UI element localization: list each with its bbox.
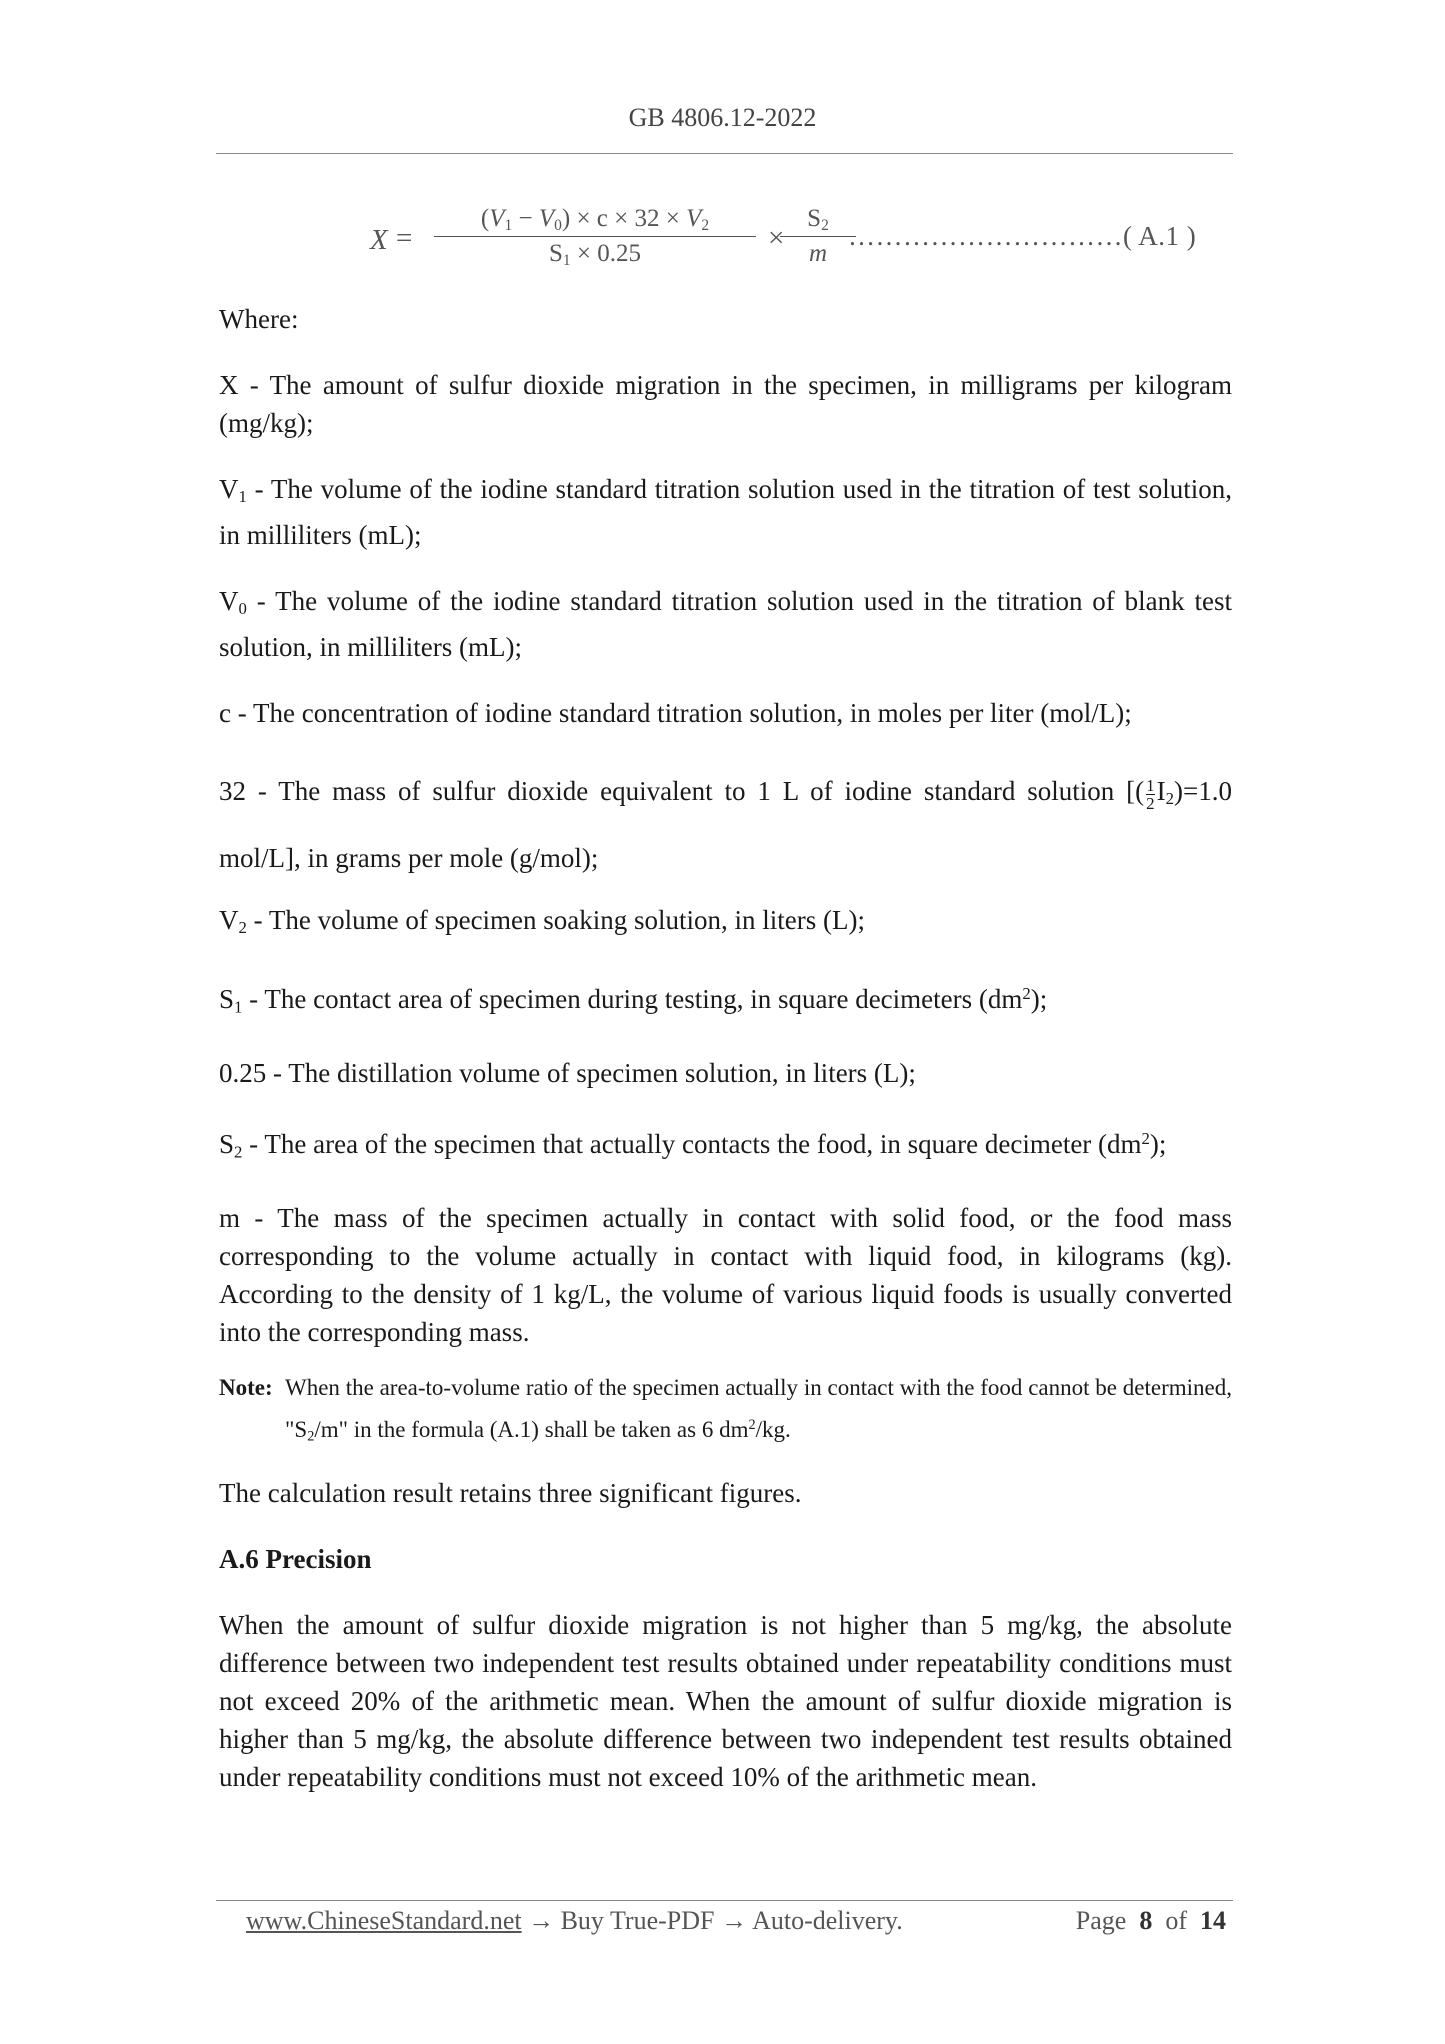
- formula-lhs: X: [370, 224, 388, 256]
- total-pages: 14: [1200, 1906, 1226, 1935]
- one-half-fraction: $\frac{1}{2}$: [1146, 775, 1155, 813]
- page-indicator: Page 8 of 14: [1075, 1906, 1226, 1935]
- note-label: Note:: [219, 1375, 273, 1401]
- definition-x: X - The amount of sulfur dioxide migration in the specimen, in milligrams per kilogram (mg/kg);: [219, 370, 1232, 438]
- arrow-icon: →: [714, 1906, 753, 1935]
- definition-v0: $V_0$ - The volume of the iodine standard titration solution used in the titration of blank test solution, in milliliters (mL);: [219, 586, 1232, 663]
- formula-a1: [370, 200, 1240, 280]
- formula-times: ×: [768, 222, 785, 254]
- page-header: [0, 103, 1445, 133]
- formula-main-fraction: [432, 202, 758, 271]
- page-body: [219, 300, 1232, 1796]
- website-link[interactable]: www.ChineseStandard.net: [246, 1906, 522, 1935]
- formula-equals: =: [396, 222, 413, 254]
- footer-divider: [216, 1900, 1233, 1901]
- header-divider: [216, 153, 1233, 154]
- ratio-denominator: m: [808, 240, 828, 267]
- precision-paragraph: When the amount of sulfur dioxide migration is not higher than 5 mg/kg, the absolute difference between two independent test results obtained under repeatability conditions must not exceed 20% of the arithmetic mean. When the amount of sulfur dioxide migration is higher than 5 mg/kg, the absolute difference between two independent test results obtained under repeatability conditions must not exceed 10% of the arithmetic mean.: [219, 1609, 1232, 1792]
- definition-32: 32 - The mass of sulfur dioxide equivalent to 1 L of iodine standard solution [( $\frac{1}{2}$ $I_2)=1.0$ mol/L], in grams per mole (g/mol);: [219, 775, 1232, 873]
- current-page-number: 8: [1139, 1906, 1153, 1935]
- definition-0-25: 0.25 - The distillation volume of specimen solution, in liters (L);: [219, 1058, 916, 1089]
- calculation-result-statement: The calculation result retains three significant figures.: [219, 1477, 802, 1508]
- definition-s2: $S_2$ - The area of the specimen that actually contacts the food, in square decimeter $(dm^2)$;: [219, 1129, 1167, 1162]
- definition-m: m - The mass of the specimen actually in contact with solid food, or the food mass corresponding to the volume actually in contact with liquid food, in kilograms (kg). According to the density of 1 kg/L, the volume of various liquid foods is usually converted into the corresponding mass.: [219, 1203, 1232, 1348]
- buy-true-pdf-text: Buy True-PDF: [560, 1906, 715, 1935]
- page-footer: [246, 1906, 1226, 1946]
- section-heading-a6: A.6 Precision: [219, 1543, 372, 1574]
- document-id: GB 4806.12-2022: [628, 103, 817, 132]
- definition-v2: $V_2$ - The volume of specimen soaking solution, in liters (L);: [219, 904, 866, 937]
- ratio-numerator: $S_2$: [807, 205, 829, 234]
- equation-number: …………………………( A.1 ): [848, 221, 1197, 251]
- formula-numerator: $(V_1 - V_0) \times c \times 32 \times V_2$: [480, 205, 710, 234]
- formula-denominator: $S_1 \times 0.25$: [548, 240, 641, 269]
- definition-c: c - The concentration of iodine standard titration solution, in moles per liter (mol/L);: [219, 698, 1132, 729]
- definition-v1: $V_1$ - The volume of the iodine standard titration solution used in the titration of test solution, in milliliters (mL);: [219, 474, 1232, 551]
- note-text: When the area-to-volume ratio of the specimen actually in contact with the food cannot be determined, "$S_2/m$" in the formula (A.1) shall be taken as 6 $dm^2/kg$.: [285, 1375, 1232, 1445]
- definition-s1: $S_1$ - The contact area of specimen during testing, in square decimeters $(dm^2)$;: [219, 983, 1048, 1017]
- arrow-icon: →: [521, 1906, 561, 1935]
- where-label: Where:: [219, 304, 299, 334]
- auto-delivery-text: Auto-delivery.: [752, 1906, 903, 1935]
- formula-ratio-fraction: [778, 202, 858, 271]
- note-block: [219, 1369, 1232, 1455]
